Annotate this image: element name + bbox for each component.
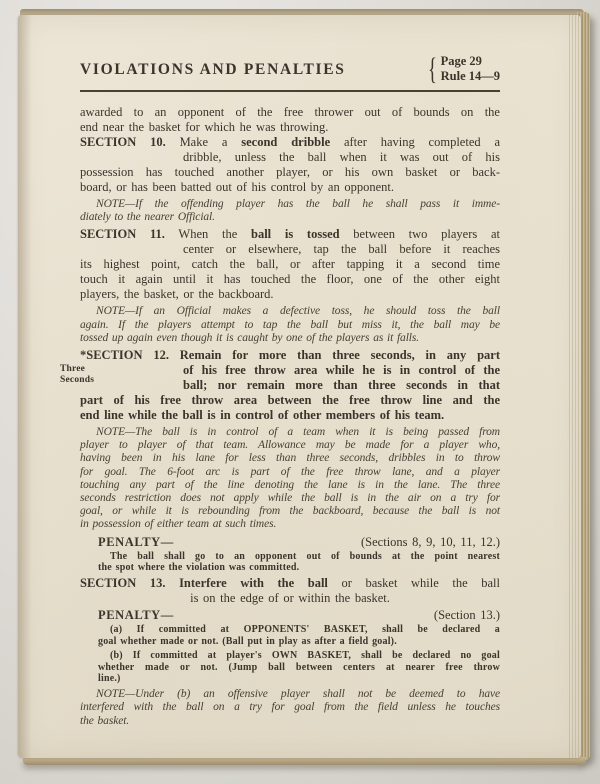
penalty-reference: (Section 13.) [433, 608, 500, 623]
rule-number: Rule 14—9 [440, 69, 500, 83]
text-line: tossed up again even though it is caught by one of the players as it falls. [80, 331, 420, 344]
intro-paragraph [80, 105, 500, 135]
note-section-11 [80, 305, 500, 345]
penalty-item-b [98, 650, 500, 685]
text-line: part of his free throw area between the free throw line and the [80, 393, 500, 408]
text-line: for goal. The 6-foot arc is part of the free throw lane, and a player [80, 465, 500, 478]
page-content [60, 51, 500, 731]
text-line: (b) If committed at player's OWN BASKET, shall be declared no goal [110, 649, 500, 661]
bold-run: second dribble [241, 135, 331, 149]
note-section-13 [80, 688, 500, 728]
text-line: touch it again until it has touched the floor, one of the other eight [80, 272, 500, 287]
text-line: The ball shall go to an opponent out of bounds at the point nearest [110, 550, 500, 562]
text-line: center or elsewhere, tap the ball before it reaches [183, 242, 500, 257]
penalty-text-sections-8-12 [98, 551, 500, 575]
text-line: (a) If committed at OPPONENTS' BASKET, shall be declared a [110, 624, 500, 636]
page-number: Page 29 [440, 54, 482, 68]
bold-run: Interfere with the ball [165, 576, 328, 591]
text-line: NOTE—Under (b) an offensive player shall not be deemed to have [96, 688, 500, 701]
body-text [60, 105, 500, 728]
brace-glyph: { [427, 51, 437, 86]
text-line: line.) [98, 673, 121, 685]
text-line: board, or has been batted out of his control by an opponent. [80, 180, 394, 194]
text-line: players, the basket, or the backboard. [80, 287, 274, 302]
section-11 [80, 227, 500, 302]
text-line: dribble, unless the ball when it was out of his [183, 150, 500, 164]
note-section-12 [80, 426, 500, 532]
page-header [80, 51, 500, 87]
section-number: *SECTION 12. [80, 348, 169, 363]
text-line: having been in his lane for less than three seconds, dribbles in to throw [80, 452, 500, 465]
penalty-reference: (Sections 8, 9, 10, 11, 12.) [361, 534, 500, 549]
section-10 [80, 135, 500, 195]
page-rule-numbers [441, 54, 500, 84]
text-line: NOTE—If an Official makes a defective toss, he should toss the ball [96, 305, 500, 318]
text-line: goal, or while it is rebounding from the backboard, because the ball is not [80, 505, 500, 518]
text-line: possession has touched another player, or his own basket or back- [80, 165, 500, 179]
text-line: NOTE—The ball is in control of a team when it is being passed from [96, 426, 500, 439]
section-number: SECTION 11. [80, 227, 165, 242]
text-line: of his free throw area while he is in control of the [183, 363, 500, 378]
penalty-row-section-13 [80, 608, 500, 623]
page-stack-edges [567, 15, 581, 758]
rulebook [16, 9, 590, 765]
text-line [80, 348, 500, 363]
note-section-10 [80, 198, 500, 224]
penalty-label: PENALTY— [98, 608, 174, 623]
text-line: interfered with the ball on a try for goal from the field unless he touches [80, 701, 500, 714]
section-12 [60, 348, 500, 423]
section-number: SECTION 13. [80, 576, 166, 591]
page-reference [425, 51, 500, 87]
text-line: touching any part of the line denoting the lane is in the lane. The three [80, 478, 500, 491]
text-line: awarded to an opponent of the free thrower out of bounds on the [80, 105, 500, 119]
text-line [80, 227, 500, 242]
text-line: goal whether made or not. (Ball put in play as after a field goal). [98, 636, 397, 648]
text-line: its highest point, catch the ball, or after tapping it a second time [80, 257, 500, 272]
text-line: end near the basket for which he was throwing. [80, 120, 329, 134]
penalty-label: PENALTY— [98, 534, 174, 549]
margin-label-line: Three [60, 364, 86, 375]
book-bottom-edge [23, 757, 586, 765]
text-line: again. If the players attempt to tap the ball but miss it, the ball may be [80, 318, 500, 331]
text-line: NOTE—If the offending player has the ball he shall pass it imme- [96, 198, 500, 210]
text-line: player to player of that team. Allowance may be made for a player who, [80, 439, 500, 452]
text-line: diately to the nearer Official. [80, 211, 215, 224]
text-line: in possession of either team at such times. [80, 518, 277, 531]
section-number: SECTION 10. [80, 135, 166, 149]
text-run: Make a [165, 135, 242, 149]
text-run: or basket while the ball [327, 576, 500, 591]
header-rule [80, 90, 500, 92]
text-line: end line while the ball is in control of other members of his team. [80, 408, 445, 423]
margin-label-line: Seconds [60, 374, 95, 385]
text-line [80, 576, 500, 591]
book-page [18, 15, 581, 758]
bold-run: Remain for more than three seconds, in any part [168, 348, 500, 363]
text-line: the spot where the violation was committed. [98, 562, 300, 574]
text-line: ball; nor remain more than three seconds in that [183, 378, 500, 393]
penalty-row-sections-8-12 [80, 535, 500, 550]
text-run: after having completed a [330, 135, 500, 149]
page-spine-shadow [18, 15, 34, 758]
text-run: When the [164, 227, 251, 242]
text-line [80, 135, 500, 150]
text-line: the basket. [80, 714, 130, 727]
text-run: between two players at [339, 227, 500, 242]
bold-run: ball is tossed [251, 227, 340, 242]
penalty-item-a [98, 624, 500, 648]
section-13 [80, 576, 500, 606]
margin-label-three-seconds [60, 364, 110, 385]
text-line: seconds restriction does not apply while the ball is in the air on a try for [80, 492, 500, 505]
text-line: is on the edge of or within the basket. [190, 591, 390, 606]
text-line: whether made or not. (Jump ball between centers at nearer free throw [98, 661, 500, 673]
page-title: VIOLATIONS AND PENALTIES [80, 61, 346, 78]
